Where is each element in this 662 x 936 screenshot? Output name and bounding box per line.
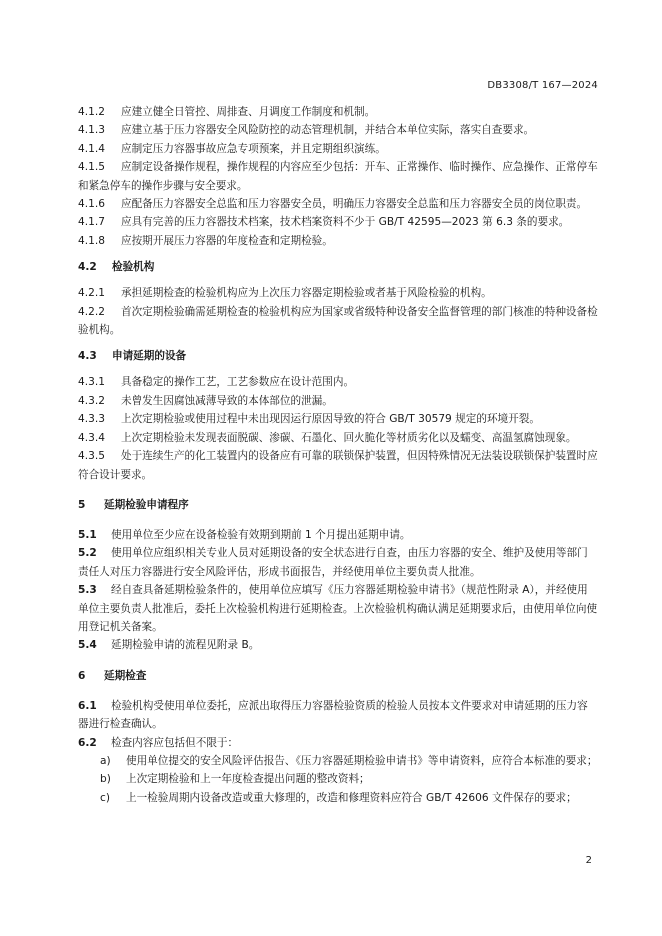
clause-number: 4.1.6 — [78, 198, 105, 211]
clause-text: 未曾发生因腐蚀减薄导致的本体部位的泄漏。 — [121, 394, 333, 407]
clause-paragraph — [78, 447, 598, 484]
clause-text: 承担延期检查的检验机构应为上次压力容器定期检验或者基于风险检验的机构。 — [121, 287, 492, 300]
clause-paragraph — [78, 581, 598, 636]
list-item-text: 上次定期检验和上一年度检查提出问题的整改资料； — [126, 773, 370, 786]
clause-number: 4.1.8 — [78, 234, 105, 247]
clause-number: 4.3.4 — [78, 431, 105, 444]
clause-paragraph — [78, 636, 598, 654]
clause-text: 应按期开展压力容器的年度检查和定期检验。 — [121, 234, 333, 247]
clause-text: 检验机构受使用单位委托，应派出取得压力容器检验资质的检验人员按本文件要求对申请延期的压力容器进行检查确认。 — [78, 699, 588, 731]
clause-number: 4.1.4 — [78, 142, 105, 155]
clause-paragraph — [78, 544, 598, 581]
clause-paragraph — [78, 232, 598, 250]
clause-paragraph — [78, 284, 598, 302]
clause-paragraph — [78, 697, 598, 734]
section-heading — [78, 496, 598, 514]
section-number: 5 — [78, 498, 86, 511]
clause-text: 经自查具备延期检验条件的，使用单位应填写《压力容器延期检验申请书》（规范性附录 A），并经使用单位主要负责人批准后，委托上次检验机构进行延期检查。上次检验机构确认满足延期要求后，由使用单位向使用登记机关备案。 — [78, 584, 598, 633]
section-title: 申请延期的设备 — [112, 350, 187, 363]
clause-number: 6.1 — [78, 699, 97, 712]
clause-paragraph — [78, 373, 598, 391]
clause-number: 4.3.3 — [78, 413, 105, 426]
list-item — [100, 770, 598, 788]
section-title: 延期检验申请程序 — [104, 498, 189, 511]
section-heading — [78, 667, 598, 685]
document-body — [78, 103, 598, 807]
clause-paragraph — [78, 213, 598, 231]
page-number: 2 — [585, 855, 592, 866]
clause-text: 应具有完善的压力容器技术档案，技术档案资料不少于 GB/T 42595—2023 第 6.3 条的要求。 — [121, 216, 570, 229]
clause-paragraph — [78, 734, 598, 752]
list-item — [100, 789, 598, 807]
clause-number: 5.3 — [78, 584, 97, 597]
clause-number: 5.1 — [78, 528, 97, 541]
clause-paragraph — [78, 140, 598, 158]
enumerated-list — [100, 752, 598, 807]
clause-text: 使用单位至少应在设备检验有效期到期前 1 个月提出延期申请。 — [111, 528, 411, 541]
clause-text: 应制定设备操作规程，操作规程的内容应至少包括：开车、正常操作、临时操作、应急操作、正常停车和紧急停车的操作步骤与安全要求。 — [78, 161, 598, 192]
clause-number: 4.1.2 — [78, 106, 105, 118]
section-number: 4.2 — [78, 261, 97, 274]
clause-text: 延期检验申请的流程见附录 B。 — [111, 639, 260, 652]
clause-text: 处于连续生产的化工装置内的设备应有可靠的联锁保护装置，但因特殊情况无法装设联锁保护装置时应符合设计要求。 — [78, 450, 598, 481]
list-item — [100, 752, 598, 770]
list-marker: b) — [100, 773, 111, 786]
clause-text: 应建立基于压力容器安全风险防控的动态管理机制，并结合本单位实际，落实自查要求。 — [121, 124, 535, 137]
clause-text: 应配备压力容器安全总监和压力容器安全员，明确压力容器安全总监和压力容器安全员的岗位职责。 — [121, 198, 588, 211]
clause-text: 首次定期检验确需延期检查的检验机构应为国家或省级特种设备安全监督管理的部门核准的特种设备检验机构。 — [78, 305, 598, 337]
section-heading — [78, 258, 598, 276]
list-item-text: 上一检验周期内设备改造或重大修理的，改造和修理资料应符合 GB/T 42606 文件保存的要求； — [126, 791, 577, 804]
section-title: 延期检查 — [104, 669, 147, 682]
clause-text: 应制定压力容器事故应急专项预案，并且定期组织演练。 — [121, 142, 386, 155]
document-id: DB3308/T 167—2024 — [487, 80, 598, 91]
clause-text: 上次定期检验未发现表面脱碳、渗碳、石墨化、回火脆化等材质劣化以及蠕变、高温氢腐蚀现象。 — [121, 431, 577, 444]
list-marker: a) — [100, 754, 111, 767]
clause-number: 4.2.2 — [78, 305, 105, 318]
clause-paragraph — [78, 195, 598, 213]
clause-number: 4.1.3 — [78, 124, 105, 137]
clause-paragraph — [78, 158, 598, 195]
clause-text: 应建立健全日管控、周排查、月调度工作制度和机制。 — [121, 106, 376, 118]
clause-number: 4.3.2 — [78, 394, 105, 407]
clause-text: 使用单位应组织相关专业人员对延期设备的安全状态进行自查，由压力容器的安全、维护及使用等部门责任人对压力容器进行安全风险评估，形成书面报告，并经使用单位主要负责人批准。 — [78, 547, 588, 578]
clause-paragraph — [78, 526, 598, 544]
section-heading — [78, 347, 598, 365]
clause-paragraph — [78, 410, 598, 428]
clause-number: 4.3.1 — [78, 376, 105, 389]
section-title: 检验机构 — [112, 261, 155, 274]
clause-number: 5.2 — [78, 547, 97, 560]
clause-paragraph — [78, 103, 598, 121]
clause-paragraph — [78, 121, 598, 139]
section-number: 6 — [78, 669, 86, 682]
clause-number: 6.2 — [78, 736, 97, 749]
clause-paragraph — [78, 429, 598, 447]
clause-text: 具备稳定的操作工艺，工艺参数应在设计范围内。 — [121, 376, 355, 389]
clause-number: 5.4 — [78, 639, 97, 652]
list-item-text: 使用单位提交的安全风险评估报告、《压力容器延期检验申请书》等申请资料，应符合本标准的要求； — [126, 754, 598, 767]
clause-number: 4.1.5 — [78, 161, 105, 174]
clause-number: 4.2.1 — [78, 287, 105, 300]
clause-paragraph — [78, 392, 598, 410]
clause-paragraph — [78, 303, 598, 340]
clause-number: 4.3.5 — [78, 450, 105, 463]
clause-text: 上次定期检验或使用过程中未出现因运行原因导致的符合 GB/T 30579 规定的环境开裂。 — [121, 413, 540, 426]
section-number: 4.3 — [78, 350, 97, 363]
clause-number: 4.1.7 — [78, 216, 105, 229]
clause-text: 检查内容应包括但不限于： — [111, 736, 239, 749]
list-marker: c) — [100, 791, 110, 804]
